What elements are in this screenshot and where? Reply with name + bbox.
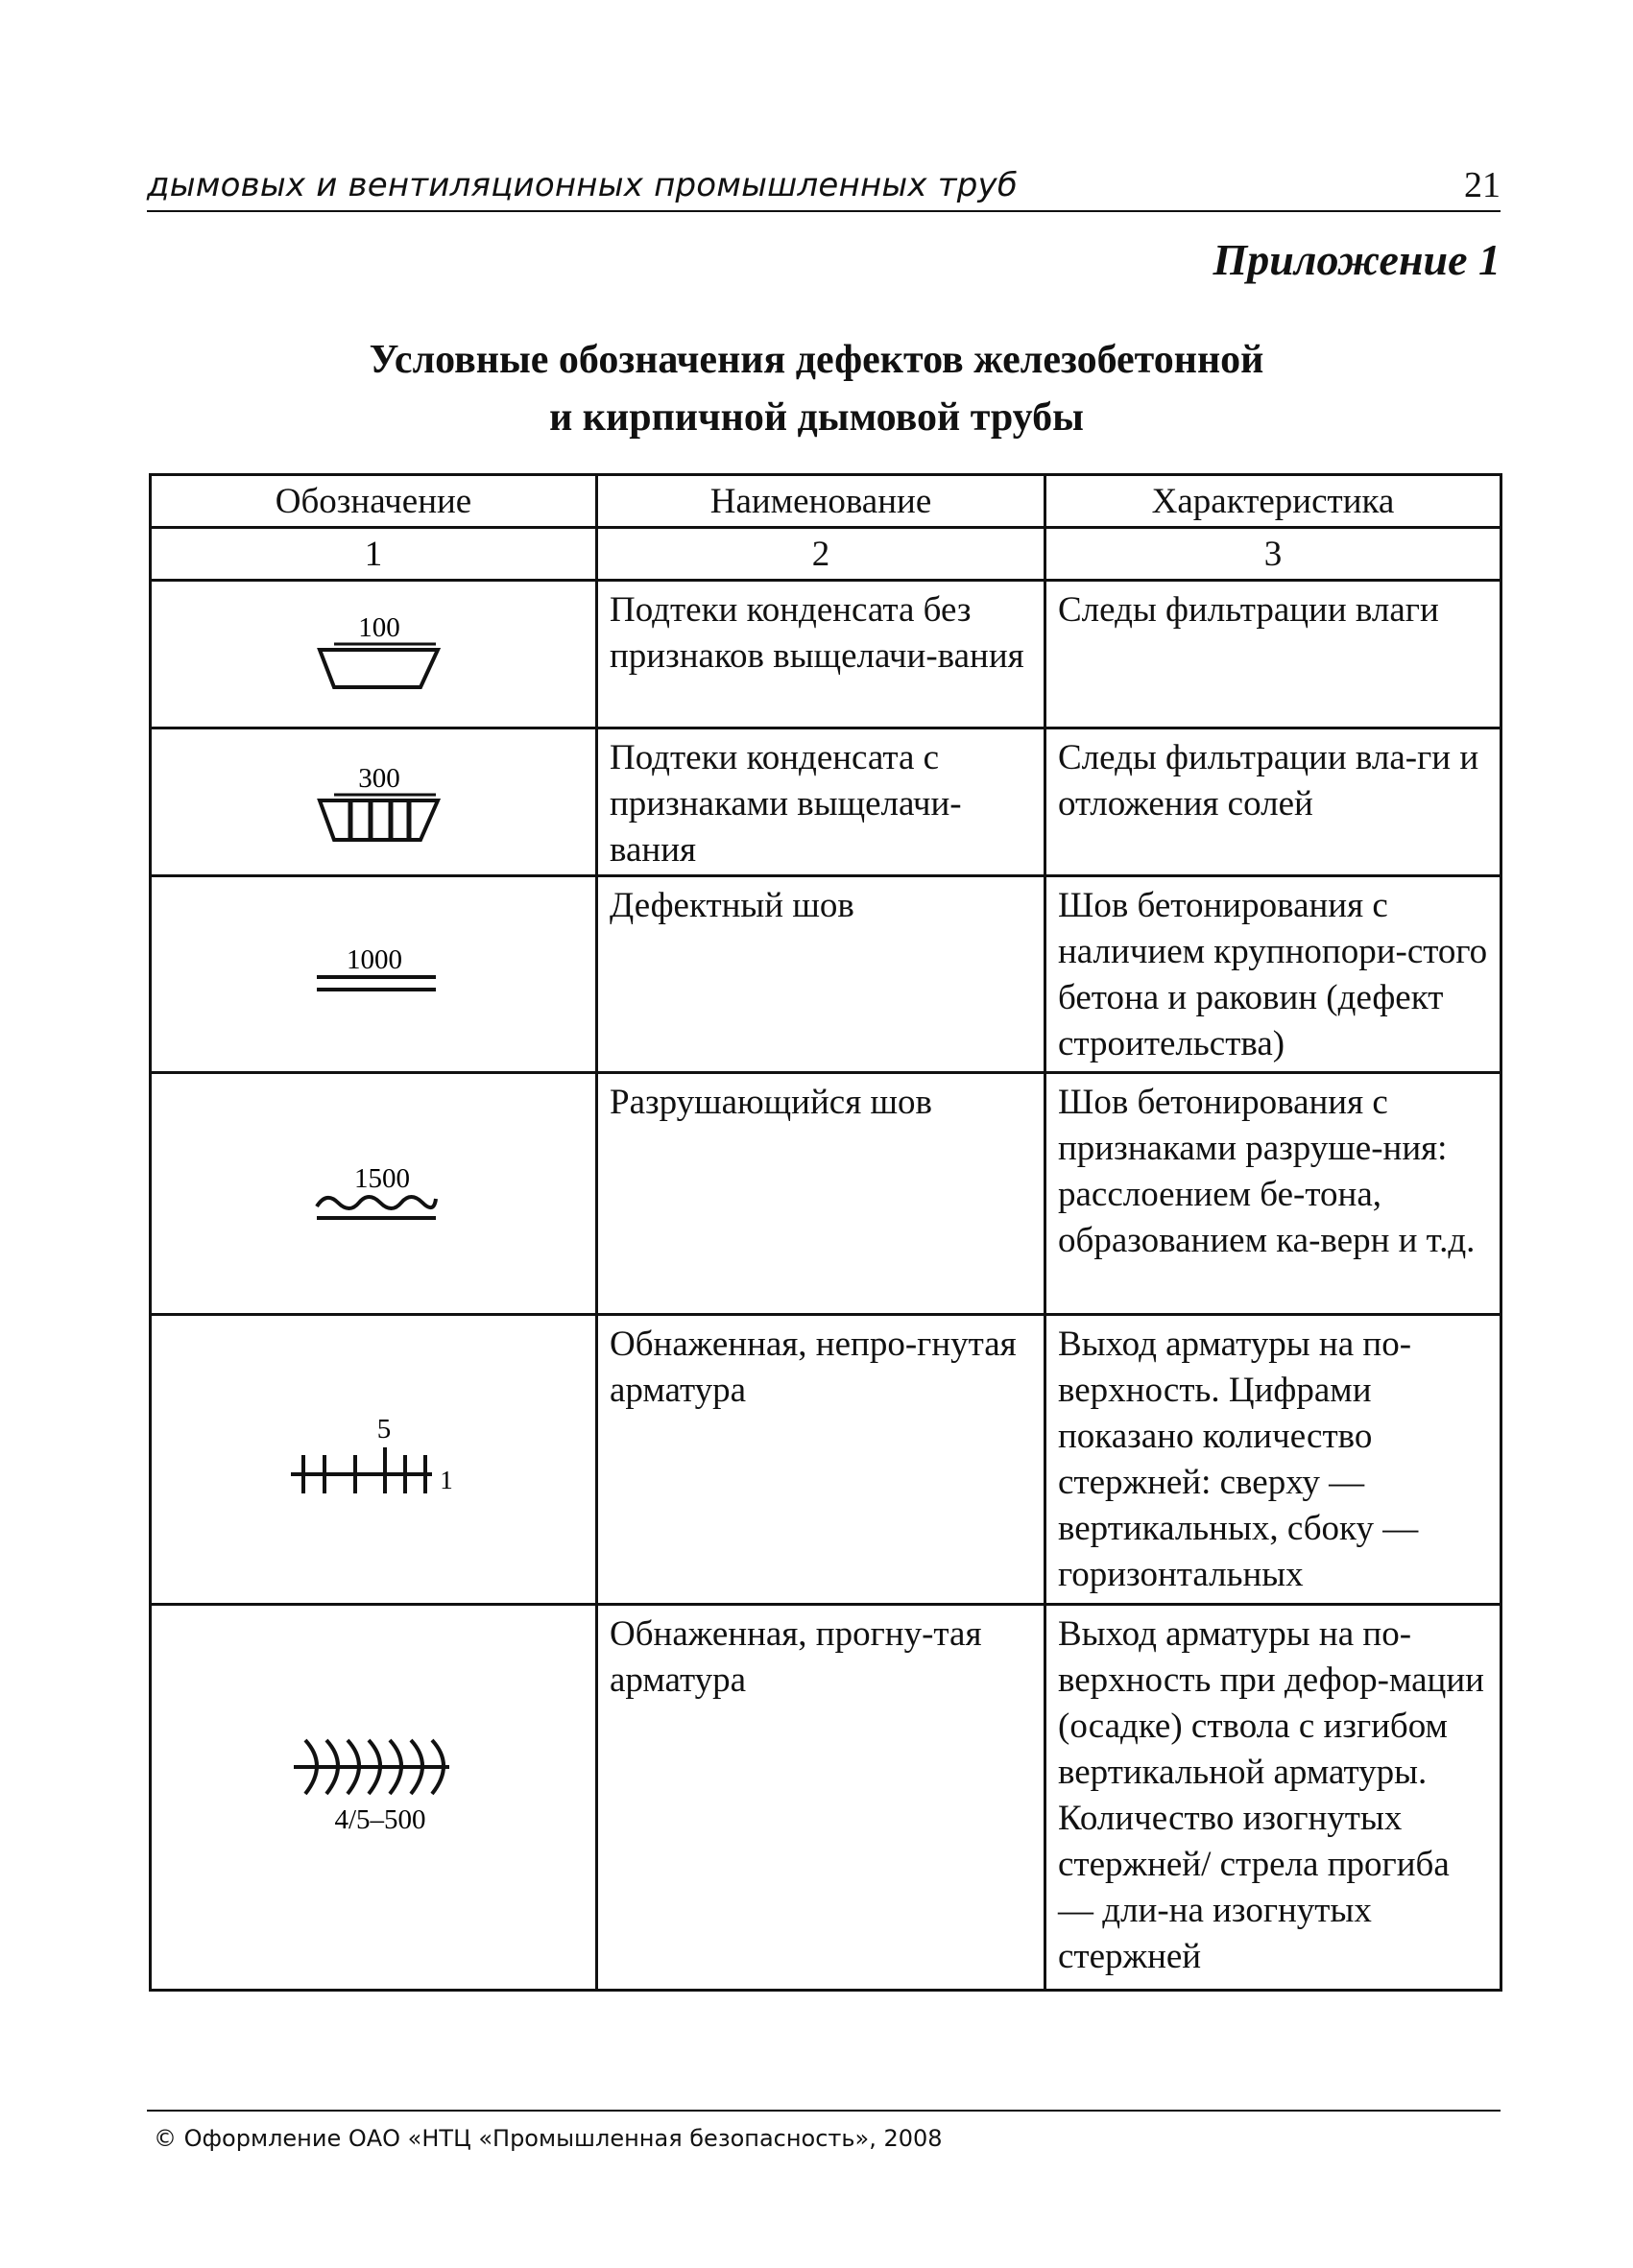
column-header: Обозначение [151, 475, 597, 528]
table-row [151, 876, 1501, 1073]
table-header-row [151, 475, 1501, 528]
column-header: Характеристика [1045, 475, 1501, 528]
column-number: 3 [1045, 528, 1501, 581]
defect-characteristic: Шов бетонирования с наличием крупнопори-стого бетона и раковин (дефект строительства) [1045, 876, 1501, 1073]
column-header: Наименование [597, 475, 1045, 528]
symbol-label: 100 [358, 612, 400, 643]
footer-rule [147, 2110, 1501, 2112]
trapezoid-condensate-icon [152, 582, 598, 729]
defect-name: Разрушающийся шов [597, 1073, 1045, 1315]
table-row [151, 1605, 1501, 1991]
running-head [147, 158, 1501, 212]
footer-copyright: © Оформление ОАО «НТЦ «Промышленная безопасность», 2008 [154, 2125, 943, 2152]
defect-characteristic: Выход арматуры на по-верхность. Цифрами показано количество стержней: сверху — вертикальных, сбоку — горизонтальных [1045, 1315, 1501, 1605]
defects-table [149, 473, 1502, 1992]
symbol-cell [151, 876, 597, 1073]
symbol-cell [151, 728, 597, 876]
double-line-seam-icon [152, 877, 598, 1074]
symbol-label: 1000 [347, 944, 402, 975]
table-row [151, 581, 1501, 728]
defect-name: Дефектный шов [597, 876, 1045, 1073]
symbol-cell [151, 1605, 597, 1991]
column-number: 2 [597, 528, 1045, 581]
symbol-cell [151, 1315, 597, 1605]
defect-characteristic: Выход арматуры на по-верхность при дефор-мации (осадке) ствола с изгибом вертикальной арматуры. Количество изогнутых стержней/ стрела прогиба — дли-на изогнутых стержней [1045, 1605, 1501, 1991]
column-number-row [151, 528, 1501, 581]
defect-name: Обнаженная, непро-гнутая арматура [597, 1315, 1045, 1605]
running-title: дымовых и вентиляционных промышленных труб [147, 166, 1019, 204]
document-title-line-1: Условные обозначения дефектов железобетонной [369, 338, 1264, 382]
hatched-trapezoid-condensate-icon [152, 729, 598, 877]
wavy-line-seam-icon [152, 1074, 598, 1316]
table-row [151, 728, 1501, 876]
straight-rebar-ticks-icon [152, 1316, 598, 1606]
defect-name: Подтеки конденсата с признаками выщелачи-вания [597, 728, 1045, 876]
defect-name: Обнаженная, прогну-тая арматура [597, 1605, 1045, 1991]
document-title [0, 331, 1633, 446]
symbol-cell [151, 1073, 597, 1315]
document-title-line-2: и кирпичной дымовой трубы [549, 395, 1084, 440]
bent-rebar-arcs-icon [152, 1606, 598, 1992]
table-row [151, 1073, 1501, 1315]
symbol-label-side: 1 [440, 1466, 453, 1494]
defect-characteristic: Следы фильтрации вла-ги и отложения солей [1045, 728, 1501, 876]
page-number: 21 [1464, 165, 1501, 205]
table-row [151, 1315, 1501, 1605]
symbol-label: 1500 [354, 1163, 410, 1194]
symbol-cell [151, 581, 597, 728]
defect-name: Подтеки конденсата без признаков выщелачи-вания [597, 581, 1045, 728]
symbol-label: 300 [358, 763, 400, 794]
symbol-label: 4/5–500 [334, 1804, 426, 1835]
column-number: 1 [151, 528, 597, 581]
defect-characteristic: Следы фильтрации влаги [1045, 581, 1501, 728]
defect-characteristic: Шов бетонирования с признаками разруше-ния: расслоением бе-тона, образованием ка-верн и т.д. [1045, 1073, 1501, 1315]
symbol-label: 5 [376, 1414, 392, 1444]
appendix-label: Приложение 1 [1213, 235, 1501, 284]
